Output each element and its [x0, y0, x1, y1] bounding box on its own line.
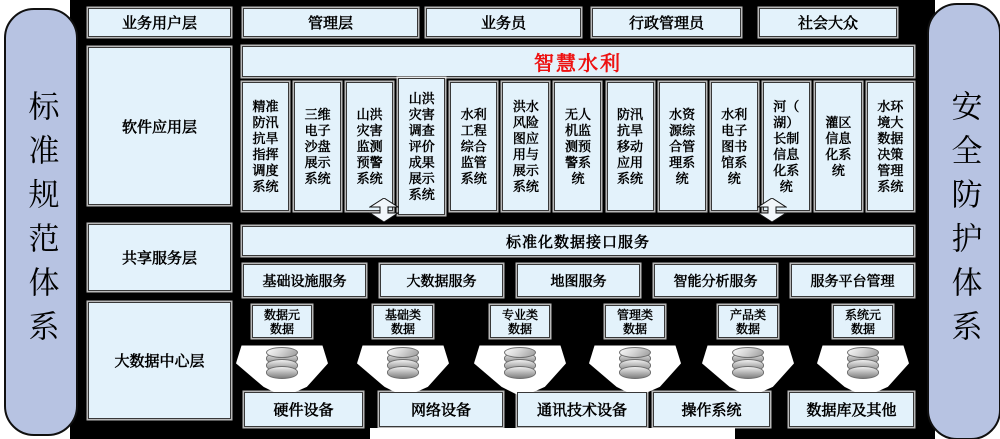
- system-box: 山洪灾害监测预警系统: [346, 82, 393, 211]
- system-box: 洪水风险图应用与展示系统: [502, 82, 549, 211]
- data-category-box: 数据元 数据: [252, 305, 312, 338]
- layer-label-business-users: 业务用户层: [88, 8, 231, 37]
- data-category-box: 管理类 数据: [605, 305, 665, 338]
- data-category-box: 专业类 数据: [490, 305, 550, 338]
- user-role-management: 管理层: [243, 8, 418, 37]
- database-icon: [619, 347, 651, 391]
- right-banner-label: 安全防护体系: [946, 89, 982, 354]
- system-box: 水利工程综合监管系统: [450, 82, 497, 211]
- data-category-box: 产品类 数据: [718, 305, 778, 338]
- service-intelligent-analysis: 智能分析服务: [654, 264, 777, 297]
- database-icon: [732, 347, 764, 391]
- left-banner-standards: [4, 8, 78, 436]
- services-row: [243, 264, 914, 297]
- data-category-box: 系统元 数据: [833, 305, 893, 338]
- standard-data-interface-bar: 标准化数据接口服务: [242, 226, 914, 256]
- service-big-data: 大数据服务: [380, 264, 503, 297]
- user-role-public: 社会大众: [759, 8, 897, 37]
- layer-label-big-data-center: 大数据中心层: [88, 302, 231, 419]
- infrastructure-os: 操作系统: [653, 392, 770, 427]
- infrastructure-hardware: 硬件设备: [244, 392, 363, 427]
- system-box: 防汛抗旱移动应用系统: [607, 82, 654, 211]
- data-category-box: 基础类 数据: [373, 305, 433, 338]
- system-box: 水利电子图书馆系统: [711, 82, 758, 211]
- database-icon: [847, 347, 879, 391]
- service-platform-management: 服务平台管理: [791, 264, 914, 297]
- right-banner-security: [927, 3, 1000, 439]
- user-role-admin: 行政管理员: [592, 8, 741, 37]
- system-box: 三维电子沙盘展示系统: [294, 82, 341, 211]
- system-box: 精准防汛抗旱指挥调度系统: [242, 82, 289, 211]
- layer-label-shared-services: 共享服务层: [88, 224, 231, 291]
- system-box: 无人机监测预警系统: [554, 82, 601, 211]
- system-box: 灌区信息化系统: [815, 82, 862, 211]
- app-layer-title: 智慧水利: [242, 46, 914, 77]
- application-systems-row: [242, 82, 914, 220]
- system-box: 山洪灾害调查评价成果展示系统: [398, 78, 445, 215]
- database-icon: [504, 347, 536, 391]
- infrastructure-communication: 通讯技术设备: [517, 392, 647, 427]
- database-icon: [266, 347, 298, 391]
- system-box: 水环境大数据决策管理系统: [867, 82, 914, 211]
- system-box: 河（湖）长制信息化系统: [763, 82, 810, 211]
- left-banner-label: 标准规范体系: [23, 90, 59, 354]
- service-map: 地图服务: [517, 264, 640, 297]
- infrastructure-network: 网络设备: [379, 392, 503, 427]
- database-icon: [387, 347, 419, 391]
- layer-label-software-application: 软件应用层: [88, 47, 231, 205]
- user-role-salesperson: 业务员: [426, 8, 581, 37]
- bidirectional-arrow-icon: [369, 198, 399, 222]
- system-box: 水资源综合管理系统: [659, 82, 706, 211]
- service-infrastructure: 基础设施服务: [243, 264, 366, 297]
- bidirectional-arrow-icon: [757, 198, 787, 222]
- infrastructure-database-other: 数据库及其他: [789, 392, 914, 427]
